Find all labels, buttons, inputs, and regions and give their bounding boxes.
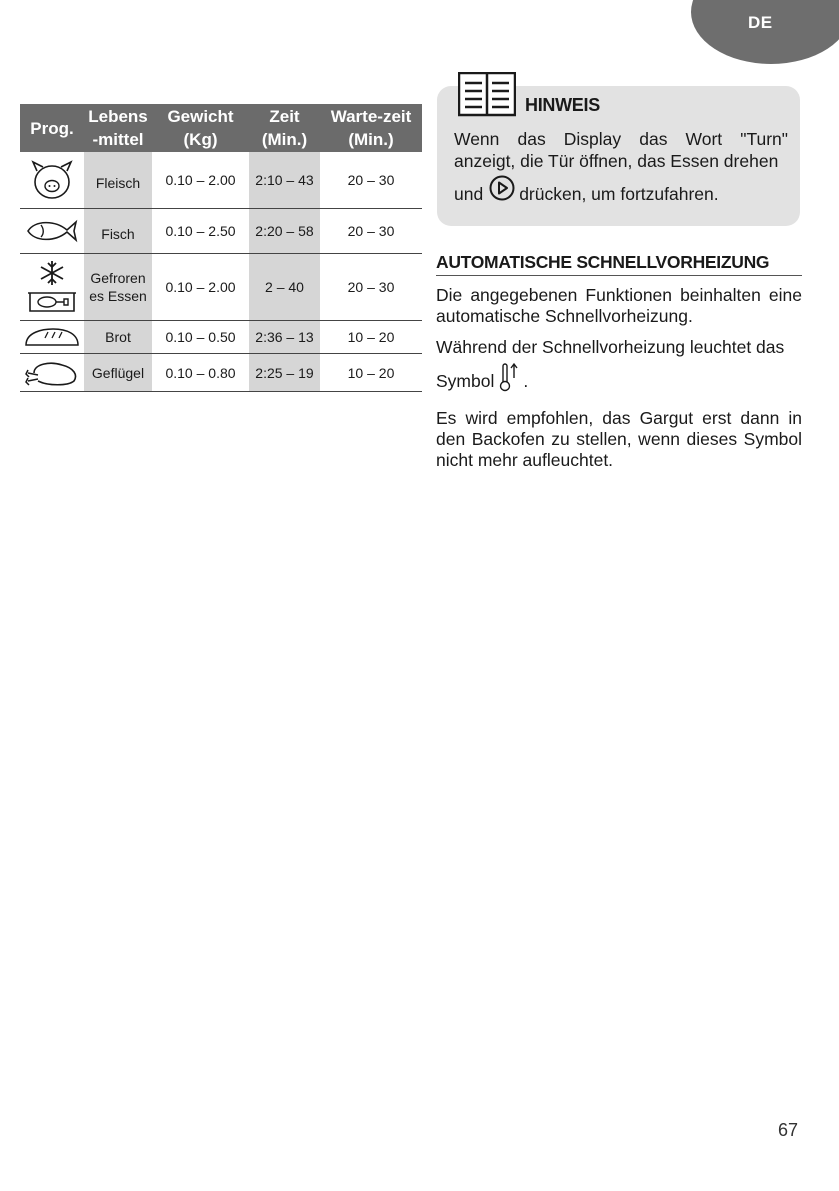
header-food: Lebens -mittel — [84, 104, 152, 152]
note-text-and: und — [454, 183, 484, 204]
header-weight: Gewicht (Kg) — [152, 104, 249, 152]
paragraph-preheat-symbol: Während der Schnellvorheizung leuchtet das — [436, 337, 785, 357]
food-name: Brot — [84, 321, 152, 354]
paragraph-preheat-intro: Die angegebenen Funktionen beinhalten eine automatische Schnellvorheizung. — [436, 285, 802, 326]
row-icon-cell — [20, 354, 84, 392]
row-icon-cell — [20, 152, 84, 209]
time-cell: 2:36 – 13 — [249, 321, 320, 354]
row-icon-cell — [20, 254, 84, 321]
symbol-line — [436, 362, 528, 392]
row-icon-cell — [20, 321, 84, 354]
header-prog: Prog. — [20, 104, 84, 152]
wait-cell: 20 – 30 — [320, 152, 422, 209]
pig-icon — [29, 159, 75, 201]
table-row — [20, 152, 422, 209]
food-name: Fleisch — [84, 152, 152, 209]
wait-cell: 10 – 20 — [320, 354, 422, 392]
table-header-row — [20, 104, 422, 152]
weight-cell: 0.10 – 2.00 — [152, 254, 249, 321]
note-title: HINWEIS — [525, 95, 600, 115]
food-name: Gefroren es Essen — [84, 254, 152, 321]
weight-cell: 0.10 – 2.00 — [152, 152, 249, 209]
table-row — [20, 321, 422, 354]
poultry-icon — [24, 359, 80, 387]
note-box — [437, 86, 800, 226]
play-button-icon — [489, 175, 515, 201]
weight-cell: 0.10 – 2.50 — [152, 209, 249, 254]
program-table — [20, 104, 422, 392]
time-cell: 2:20 – 58 — [249, 209, 320, 254]
time-cell: 2 – 40 — [249, 254, 320, 321]
bread-icon — [23, 326, 81, 348]
note-continue-line — [454, 181, 794, 207]
wait-cell: 10 – 20 — [320, 321, 422, 354]
row-icon-cell — [20, 209, 84, 254]
fish-icon — [25, 218, 79, 244]
language-tab — [691, 0, 839, 64]
header-time: Zeit (Min.) — [249, 104, 320, 152]
wait-cell: 20 – 30 — [320, 209, 422, 254]
note-text-continue: drücken, um fortzufahren. — [519, 183, 719, 204]
wait-cell: 20 – 30 — [320, 254, 422, 321]
weight-cell: 0.10 – 0.50 — [152, 321, 249, 354]
table-row — [20, 209, 422, 254]
weight-cell: 0.10 – 0.80 — [152, 354, 249, 392]
section-title: AUTOMATISCHE SCHNELLVORHEIZUNG — [436, 252, 802, 276]
table-row — [20, 254, 422, 321]
symbol-label: Symbol — [436, 371, 495, 391]
page-number: 67 — [778, 1120, 799, 1140]
time-cell: 2:10 – 43 — [249, 152, 320, 209]
table-row — [20, 354, 422, 392]
symbol-period: . — [523, 371, 529, 391]
book-icon — [458, 72, 516, 118]
paragraph-recommendation: Es wird empfohlen, das Gargut erst dann in den Backofen zu stellen, wenn dieses Symbol nicht mehr aufleuchtet. — [436, 408, 802, 470]
food-name: Geflügel — [84, 354, 152, 392]
note-text: Wenn das Display das Wort "Turn" anzeigt, die Tür öffnen, das Essen drehen — [454, 129, 788, 171]
time-cell: 2:25 – 19 — [249, 354, 320, 392]
frozen-food-icon — [26, 259, 78, 315]
header-wait: Warte-zeit (Min.) — [320, 104, 422, 152]
food-name: Fisch — [84, 209, 152, 254]
language-label: DE — [748, 13, 773, 32]
thermometer-up-icon — [498, 362, 520, 392]
